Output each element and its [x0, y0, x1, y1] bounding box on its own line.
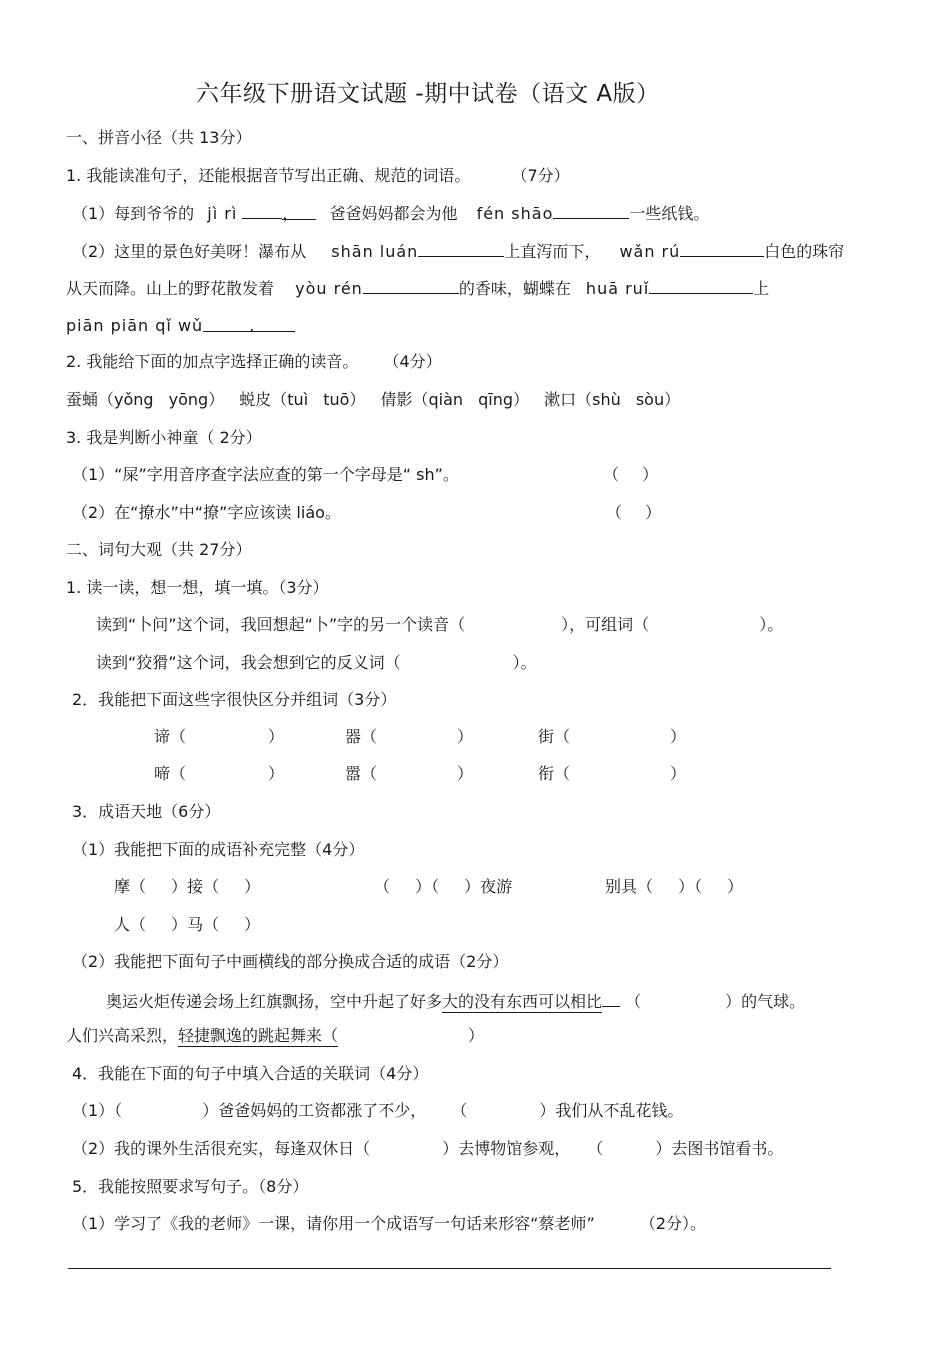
- s2-q3-stem: 3．成语天地（6分）: [72, 802, 221, 821]
- s2-q1-line2-a: 读到“狡猾”这个词，我会想到它的反义词（: [96, 653, 401, 672]
- s1-q1-item2-pinyin5: piān piān qǐ wǔ: [66, 316, 204, 335]
- s1-q1-item2-line3: [66, 315, 295, 337]
- char-prompt: 街（: [538, 727, 571, 746]
- char-prompt: 谛（: [154, 727, 187, 746]
- paren-close: ）: [670, 764, 687, 783]
- s2-q2-stem: 2．我能把下面这些字很快区分并组词（3分）: [72, 690, 397, 709]
- s1-q1-item2-line2: [66, 277, 769, 300]
- s1-q2-stem: [66, 351, 442, 373]
- s1-q1-item1-pinyin1: jì rì: [207, 204, 238, 223]
- underlined-phrase: 轻捷飘逸的跳起舞来（: [178, 1026, 339, 1045]
- s2-q2-r2c3: [538, 763, 686, 785]
- char-prompt: 啼（: [154, 764, 187, 783]
- answer-line[interactable]: [68, 1268, 831, 1269]
- s2-q1-line1-c: ）。: [759, 615, 784, 634]
- s2-q3-sentence2: [66, 1025, 484, 1047]
- s2-q4-item2-c: （: [587, 1139, 604, 1158]
- s2-q5-sub1: [72, 1213, 706, 1235]
- s1-q1-item1-c: 一些纸钱。: [629, 204, 710, 223]
- s2-q3-sub2: （2）我能把下面句子中画横线的部分换成合适的成语（2分）: [72, 952, 509, 971]
- blank-comma: ，: [282, 204, 299, 223]
- s2-q3-sent1-b: （: [625, 992, 642, 1011]
- s2-q2-r1c3: [538, 726, 686, 748]
- s2-q4-item1-d: ）我们从不乱花钱。: [539, 1101, 684, 1120]
- s1-q1-item2-c: 白色的珠帘: [764, 242, 845, 261]
- s1-q1-item2-pinyin4: huā ruǐ: [585, 279, 650, 298]
- s2-q2-r2c1: [154, 763, 284, 785]
- s2-q1-stem: 1. 读一读，想一想，填一填。（3分）: [66, 578, 329, 597]
- s1-q3-item2: （2）在“撩水”中“撩”字应该读 liáo。: [72, 503, 341, 522]
- s2-q4-item1-b: ）爸爸妈妈的工资都涨了不少，: [202, 1101, 427, 1120]
- s1-q1-item1-a: （1）每到爷爷的: [72, 204, 195, 223]
- s2-q3-sent2-a: 人们兴高采烈，: [66, 1026, 179, 1045]
- s2-q2-r1c1: [154, 726, 284, 748]
- s1-q1-item2-pinyin3: yòu rén: [295, 279, 363, 298]
- s1-q1-item2-line1: [72, 240, 844, 263]
- s2-q5-sub1-text: （1）学习了《我的老师》一课，请你用一个成语写一句话来形容“蔡老师”: [72, 1214, 595, 1233]
- char-prompt: 嚣（: [345, 764, 378, 783]
- s1-q1-item1: [72, 202, 709, 225]
- answer-paren[interactable]: （ ）: [606, 503, 662, 522]
- s2-q4-item2: [72, 1138, 783, 1160]
- s2-q4-item1-c: （: [451, 1101, 468, 1120]
- blank-dot: .: [249, 316, 255, 335]
- s1-q1-stem: [66, 165, 570, 187]
- s2-q3-idiom-c[interactable]: 别具（ ）（ ）: [605, 877, 744, 896]
- s2-q3-sub1: （1）我能把下面的成语补充完整（4分）: [72, 840, 365, 859]
- s1-q1-item2-b: 上直泻而下，: [504, 242, 601, 261]
- s1-q3-stem: 3. 我是判断小神童（ 2分）: [66, 428, 262, 447]
- s2-q2-r1c2: [345, 726, 473, 748]
- s2-q1-line1-b: ），可组词（: [561, 615, 650, 634]
- s2-q4-item2-d: ）去图书馆看书。: [655, 1139, 784, 1158]
- s1-q1-item2-e: 的香味，蝴蝶在: [458, 279, 571, 298]
- s1-q1-score: （7分）: [511, 166, 570, 185]
- s2-q1-line1-a: 读到“卜问”这个词，我回想起“卜”字的另一个读音（: [96, 615, 466, 634]
- char-prompt: 衔（: [538, 764, 571, 783]
- s1-q1-item2-d: 从天而降。山上的野花散发着: [66, 279, 275, 298]
- ul-tail: [602, 988, 620, 1007]
- s2-q3-sent2-b: ）: [468, 1026, 485, 1045]
- answer-blank[interactable]: [649, 277, 753, 294]
- s2-q4-item2-b: ）去博物馆参观，: [442, 1139, 571, 1158]
- s2-q4-item2-a: （2）我的课外生活很充实，每逢双休日（: [72, 1139, 371, 1158]
- section2-header: 二、词句大观（共 27分）: [66, 540, 252, 559]
- s1-q2-options: 蚕蛹（yǒng yōng） 蜕皮（tuì tuō） 倩影（qiàn qīng） 漱口（shù sòu）: [66, 390, 681, 409]
- s1-q2-score: （4分）: [383, 352, 442, 371]
- s2-q1-line1: [96, 614, 783, 636]
- s1-q1-item2-a: （2）这里的景色好美呀！瀑布从: [72, 242, 307, 261]
- answer-blank[interactable]: [363, 277, 459, 294]
- s2-q4-stem: 4．我能在下面的句子中填入合适的关联词（4分）: [72, 1064, 429, 1083]
- paren-close: ）: [457, 764, 474, 783]
- s2-q5-sub1-score: （2分）。: [639, 1214, 707, 1233]
- s1-q3-item1: （1）“屎”字用音序查字法应查的第一个字母是“ sh”。: [72, 465, 459, 484]
- answer-blank[interactable]: [553, 202, 629, 219]
- s2-q3-sent1-c: ）的气球。: [725, 992, 806, 1011]
- s1-q1-item1-pinyin2: fén shāo: [476, 204, 554, 223]
- s1-q2-stem-text: 2. 我能给下面的加点字选择正确的读音。: [66, 352, 359, 371]
- answer-paren[interactable]: （ ）: [603, 465, 659, 484]
- char-prompt: 器（: [345, 727, 378, 746]
- s1-q1-item2-f: 上: [753, 279, 770, 298]
- s2-q2-r2c2: [345, 763, 473, 785]
- s1-q1-item2-pinyin2: wǎn rú: [619, 242, 681, 261]
- s2-q5-stem: 5．我能按照要求写句子。（8分）: [72, 1177, 309, 1196]
- s2-q1-line2: [96, 652, 537, 674]
- page-title: 六年级下册语文试题 -期中试卷（语文 A版）: [196, 81, 660, 107]
- paren-close: ）: [268, 727, 285, 746]
- s2-q3-sent1-a: 奥运火炬传递会场上红旗飘扬，空中升起了好多: [106, 992, 443, 1011]
- s2-q3-idiom-d[interactable]: 人（ ）马（ ）: [114, 915, 261, 934]
- s2-q4-item1-a: （1）（: [72, 1101, 123, 1120]
- s2-q1-line2-b: ）。: [512, 653, 537, 672]
- s1-q1-stem-text: 1. 我能读准句子，还能根据音节写出正确、规范的词语。: [66, 166, 471, 185]
- s1-q1-item1-b: 爸爸妈妈都会为他: [329, 204, 458, 223]
- section1-header: 一、拼音小径（共 13分）: [66, 128, 252, 147]
- answer-blank[interactable]: [242, 202, 282, 219]
- s2-q3-idiom-a[interactable]: 摩（ ）接（ ）: [114, 877, 261, 896]
- paren-close: ）: [457, 727, 474, 746]
- answer-blank-sep[interactable]: [282, 203, 316, 223]
- s2-q3-idiom-b[interactable]: （ ）（ ）夜游: [374, 877, 513, 896]
- answer-blank[interactable]: [203, 315, 295, 335]
- answer-blank[interactable]: [680, 240, 764, 257]
- s2-q3-sentence1: [106, 988, 805, 1013]
- s2-q4-item1: [72, 1100, 683, 1122]
- paren-close: ）: [268, 764, 285, 783]
- answer-blank[interactable]: [418, 240, 504, 257]
- s1-q1-item2-pinyin1: shān luán: [331, 242, 419, 261]
- paren-close: ）: [670, 727, 687, 746]
- underlined-phrase: 大的没有东西可以相比: [442, 992, 603, 1011]
